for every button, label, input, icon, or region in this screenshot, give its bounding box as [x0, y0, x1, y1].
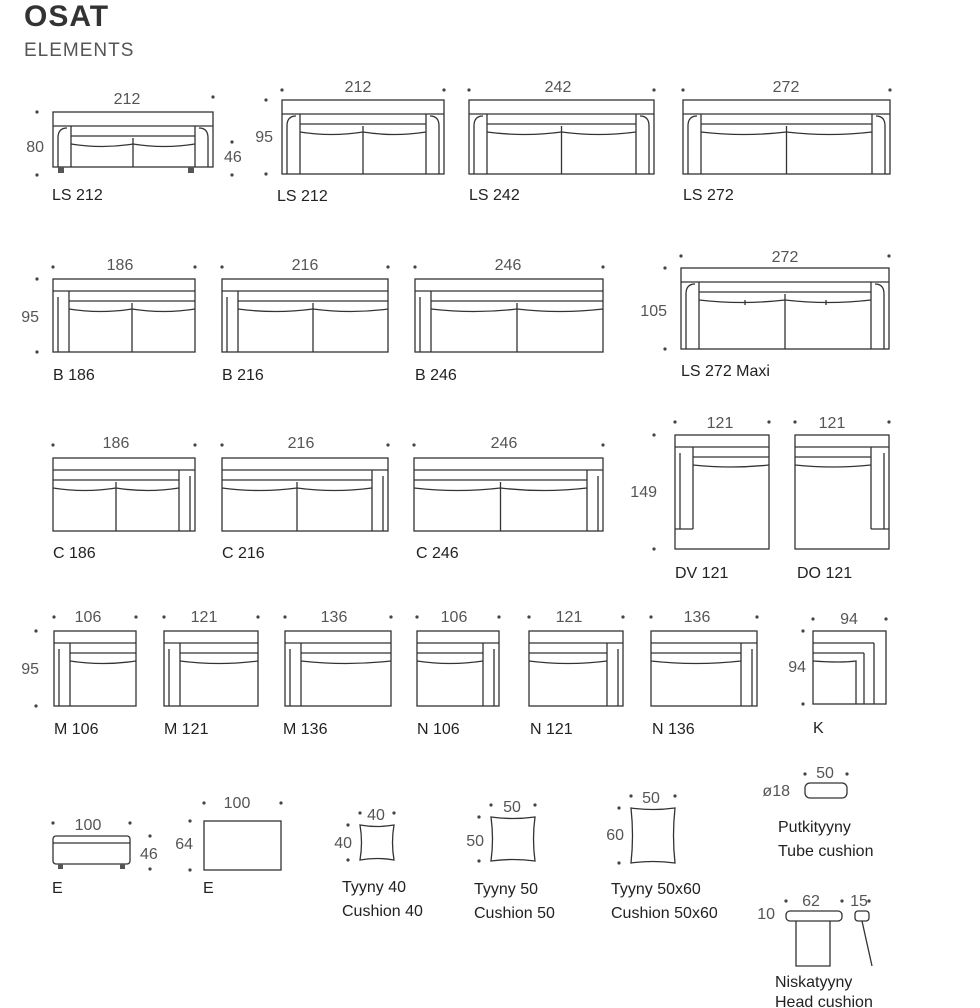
- element-label: DV 121: [675, 565, 729, 582]
- width-dimension: 106: [74, 609, 102, 626]
- element-tyyny40: [334, 807, 423, 920]
- cushion-edge: [795, 465, 871, 467]
- cushion-edge: [787, 132, 873, 135]
- module-outline: [53, 279, 195, 352]
- height-dimension: 105: [640, 303, 667, 320]
- arm-curve: [199, 128, 208, 167]
- width-dimension: 62: [802, 893, 820, 910]
- width-dimension: 100: [223, 795, 251, 812]
- width-dimension: 50: [642, 790, 660, 807]
- dimension-marker: [188, 819, 191, 822]
- element-c216: [220, 435, 389, 562]
- width-dimension: 40: [367, 807, 385, 824]
- dimension-marker: [34, 629, 37, 632]
- module-outline: [54, 631, 136, 706]
- dimension-marker: [652, 433, 655, 436]
- arm-curve: [474, 116, 483, 174]
- cushion-edge: [300, 132, 363, 135]
- cushion-edge: [70, 661, 136, 664]
- width-dimension: 121: [706, 415, 734, 432]
- width-dimension: 246: [490, 435, 518, 452]
- cushion-edge: [693, 465, 769, 467]
- cushion-edge: [297, 488, 372, 491]
- element-label: C 186: [53, 545, 96, 562]
- dimension-marker: [202, 801, 205, 804]
- arm-curve: [287, 116, 296, 174]
- height-dimension: 94: [788, 659, 806, 676]
- dimension-marker: [358, 811, 361, 814]
- cushion-edge: [562, 132, 637, 135]
- width-dimension: 212: [344, 79, 372, 96]
- head-cushion-side-line: [862, 921, 872, 966]
- element-label-english: Cushion 50: [474, 905, 555, 922]
- dimension-marker: [467, 88, 470, 91]
- element-label: LS 272: [683, 187, 734, 204]
- element-label: N 136: [652, 721, 695, 738]
- dimension-marker: [34, 704, 37, 707]
- cushion-edge: [53, 488, 116, 491]
- cushion-shape: [491, 817, 535, 861]
- width-dimension: 272: [772, 79, 800, 96]
- module-outline: [222, 279, 388, 352]
- height-dimension: 60: [606, 827, 624, 844]
- dimension-marker: [35, 277, 38, 280]
- element-m106: [21, 609, 137, 738]
- cushion-edge: [785, 300, 871, 303]
- dimension-marker: [264, 172, 267, 175]
- depth-dimension: 15: [850, 893, 868, 910]
- width-dimension: 186: [106, 257, 134, 274]
- cushion-edge: [313, 309, 388, 312]
- cushion-shape: [631, 808, 675, 863]
- chaise-outline: [675, 435, 769, 549]
- dimension-marker: [887, 420, 890, 423]
- page-subtitle: ELEMENTS: [24, 40, 135, 61]
- width-dimension: 136: [320, 609, 348, 626]
- element-label: M 136: [283, 721, 328, 738]
- dimension-marker: [629, 794, 632, 797]
- element-label: C 246: [416, 545, 459, 562]
- width-dimension: 100: [74, 817, 102, 834]
- cushion-edge: [813, 661, 856, 704]
- head-cushion-support: [796, 921, 830, 966]
- dimension-marker: [801, 702, 804, 705]
- width-dimension: 121: [190, 609, 218, 626]
- dimension-marker: [413, 265, 416, 268]
- dimension-marker: [220, 443, 223, 446]
- width-dimension: 106: [440, 609, 468, 626]
- ottoman-body: [53, 836, 130, 864]
- height-dimension: 95: [255, 129, 273, 146]
- height-dimension: 80: [26, 139, 44, 156]
- dimension-marker: [477, 859, 480, 862]
- cushion-edge: [501, 488, 588, 491]
- dimension-marker: [811, 617, 814, 620]
- module-outline: [417, 631, 499, 706]
- cushion-edge: [414, 488, 501, 491]
- dimension-marker: [280, 88, 283, 91]
- element-label: E: [52, 880, 63, 897]
- element-k: [788, 611, 887, 737]
- module-outline: [164, 631, 258, 706]
- chaise-outline: [795, 435, 889, 549]
- height-dimension: 95: [21, 309, 39, 326]
- element-do121: [793, 415, 890, 582]
- dimension-marker: [784, 899, 787, 902]
- width-dimension: 186: [102, 435, 130, 452]
- element-ls212a: [26, 91, 242, 204]
- dimension-marker: [148, 834, 151, 837]
- dimension-marker: [681, 88, 684, 91]
- dimension-marker: [256, 615, 259, 618]
- element-label: Niskatyyny: [775, 974, 853, 991]
- cushion-edge: [69, 309, 132, 312]
- width-dimension: 216: [291, 257, 319, 274]
- element-label: Putkityyny: [778, 819, 851, 836]
- element-head: [757, 893, 873, 1008]
- element-label: E: [203, 880, 214, 897]
- module-outline: [53, 458, 195, 531]
- module-outline: [415, 279, 603, 352]
- dimension-marker: [767, 420, 770, 423]
- arm-curve: [430, 116, 439, 174]
- element-n121: [527, 609, 624, 738]
- cushion-edge: [301, 661, 391, 664]
- element-label: M 121: [164, 721, 209, 738]
- width-dimension: 216: [287, 435, 315, 452]
- dimension-marker: [211, 95, 214, 98]
- element-label-english: Tube cushion: [778, 843, 874, 860]
- element-b186: [21, 257, 196, 384]
- height-dimension: 40: [334, 835, 352, 852]
- element-e_top: [175, 795, 282, 897]
- dimension-marker: [489, 803, 492, 806]
- width-dimension: 246: [494, 257, 522, 274]
- height-dimension: 64: [175, 836, 193, 853]
- dimension-marker: [803, 772, 806, 775]
- height-dimension: 46: [140, 846, 158, 863]
- cushion-edge: [529, 661, 607, 664]
- element-ls212b: [255, 79, 445, 205]
- diameter-dimension: ø18: [762, 783, 790, 800]
- dimension-marker: [279, 801, 282, 804]
- cushion-edge: [699, 300, 785, 303]
- dimension-marker: [649, 615, 652, 618]
- element-b216: [220, 257, 389, 384]
- dimension-marker: [134, 615, 137, 618]
- arm-curve: [58, 128, 67, 167]
- dimension-marker: [621, 615, 624, 618]
- element-label: M 106: [54, 721, 99, 738]
- dimension-marker: [52, 615, 55, 618]
- element-label: B 246: [415, 367, 457, 384]
- dimension-marker: [867, 899, 870, 902]
- cushion-edge: [487, 132, 562, 135]
- width-dimension: 272: [771, 249, 799, 266]
- sofa-leg: [188, 167, 194, 173]
- dimension-marker: [497, 615, 500, 618]
- width-dimension: 212: [113, 91, 141, 108]
- element-label: C 216: [222, 545, 265, 562]
- width-dimension: 50: [503, 799, 521, 816]
- dimension-marker: [527, 615, 530, 618]
- cushion-edge: [238, 309, 313, 312]
- arm-curve: [688, 116, 697, 174]
- dimension-marker: [193, 265, 196, 268]
- dimension-marker: [230, 140, 233, 143]
- cushion-edge: [71, 144, 133, 147]
- element-label: LS 242: [469, 187, 520, 204]
- seat-height-dimension: 46: [224, 149, 242, 166]
- element-ls272: [681, 79, 891, 204]
- dimension-marker: [617, 806, 620, 809]
- module-outline: [529, 631, 623, 706]
- width-dimension: 121: [818, 415, 846, 432]
- cushion-edge: [133, 144, 195, 147]
- cushion-edge: [363, 132, 426, 135]
- height-dimension: 149: [630, 484, 657, 501]
- module-outline: [414, 458, 603, 531]
- height-dimension: 10: [757, 906, 775, 923]
- element-c246: [412, 435, 604, 562]
- height-dimension: 95: [21, 661, 39, 678]
- dimension-marker: [230, 173, 233, 176]
- dimension-marker: [162, 615, 165, 618]
- dimension-marker: [840, 899, 843, 902]
- cushion-edge: [651, 661, 741, 664]
- dimension-marker: [884, 617, 887, 620]
- element-label: B 186: [53, 367, 95, 384]
- element-label-english: Cushion 40: [342, 903, 423, 920]
- width-dimension: 94: [840, 611, 858, 628]
- tube-cushion-shape: [805, 783, 847, 798]
- dimension-marker: [477, 815, 480, 818]
- head-cushion-side: [855, 911, 869, 921]
- dimension-marker: [663, 347, 666, 350]
- arm-curve: [640, 116, 649, 174]
- cushion-edge: [132, 309, 195, 312]
- dimension-marker: [51, 821, 54, 824]
- element-e_ottoman: [51, 817, 157, 897]
- element-b246: [413, 257, 604, 384]
- dimension-marker: [679, 254, 682, 257]
- width-dimension: 50: [816, 765, 834, 782]
- element-m121: [162, 609, 259, 738]
- arm-curve: [875, 284, 884, 349]
- element-label: LS 272 Maxi: [681, 363, 770, 380]
- cushion-edge: [180, 661, 258, 664]
- cushion-edge: [431, 309, 517, 312]
- dimension-marker: [35, 350, 38, 353]
- width-dimension: 121: [555, 609, 583, 626]
- cushion-edge: [116, 488, 179, 491]
- dimension-marker: [673, 794, 676, 797]
- dimension-marker: [386, 265, 389, 268]
- dimension-marker: [51, 265, 54, 268]
- dimension-marker: [415, 615, 418, 618]
- arm-curve: [686, 284, 695, 349]
- element-label: LS 212: [277, 188, 328, 205]
- dimension-marker: [533, 803, 536, 806]
- element-n136: [649, 609, 758, 738]
- dimension-marker: [601, 265, 604, 268]
- dimension-marker: [601, 443, 604, 446]
- ottoman-leg: [120, 864, 125, 869]
- dimension-marker: [148, 867, 151, 870]
- cushion-edge: [701, 132, 787, 135]
- dimension-marker: [887, 254, 890, 257]
- element-label-english: Cushion 50x60: [611, 905, 718, 922]
- ottoman-leg: [58, 864, 63, 869]
- dimension-marker: [663, 266, 666, 269]
- element-tyyny50: [466, 799, 555, 922]
- dimension-marker: [888, 88, 891, 91]
- width-dimension: 242: [544, 79, 572, 96]
- cushion-edge: [222, 488, 297, 491]
- cushion-edge: [517, 309, 603, 312]
- element-tube: [762, 765, 873, 860]
- element-label: N 121: [530, 721, 573, 738]
- dimension-marker: [188, 868, 191, 871]
- element-ls242: [467, 79, 655, 204]
- element-n106: [415, 609, 500, 738]
- element-m136: [283, 609, 393, 738]
- dimension-marker: [389, 615, 392, 618]
- dimension-marker: [652, 547, 655, 550]
- element-label: B 216: [222, 367, 264, 384]
- dimension-marker: [801, 629, 804, 632]
- arm-curve: [876, 116, 885, 174]
- dimension-marker: [35, 173, 38, 176]
- element-c186: [51, 435, 196, 562]
- dimension-marker: [35, 110, 38, 113]
- element-label: DO 121: [797, 565, 853, 582]
- dimension-marker: [220, 265, 223, 268]
- module-outline: [222, 458, 388, 531]
- dimension-marker: [392, 811, 395, 814]
- dimension-marker: [51, 443, 54, 446]
- element-ls272maxi: [640, 249, 890, 380]
- element-tyyny5060: [606, 790, 718, 922]
- element-label: Tyyny 50: [474, 881, 539, 898]
- element-dv121: [630, 415, 770, 582]
- dimension-marker: [346, 858, 349, 861]
- dimension-marker: [346, 823, 349, 826]
- dimension-marker: [793, 420, 796, 423]
- dimension-marker: [412, 443, 415, 446]
- dimension-marker: [652, 88, 655, 91]
- element-label: LS 212: [52, 187, 103, 204]
- height-dimension: 50: [466, 833, 484, 850]
- sofa-leg: [58, 167, 64, 173]
- cushion-edge: [417, 661, 483, 664]
- element-label: K: [813, 720, 824, 737]
- element-label-english: Head cushion: [775, 994, 873, 1008]
- element-label: Tyyny 50x60: [611, 881, 701, 898]
- element-label: Tyyny 40: [342, 879, 407, 896]
- dimension-marker: [442, 88, 445, 91]
- dimension-marker: [617, 861, 620, 864]
- dimension-marker: [755, 615, 758, 618]
- cushion-shape: [360, 825, 394, 860]
- head-cushion-top: [786, 911, 842, 921]
- ottoman-top-view: [204, 821, 281, 870]
- corner-outline: [813, 631, 886, 704]
- dimension-marker: [264, 98, 267, 101]
- dimension-marker: [128, 821, 131, 824]
- dimension-marker: [386, 443, 389, 446]
- dimension-marker: [193, 443, 196, 446]
- dimension-marker: [845, 772, 848, 775]
- dimension-marker: [673, 420, 676, 423]
- element-label: N 106: [417, 721, 460, 738]
- page-title: OSAT: [24, 0, 110, 33]
- width-dimension: 136: [683, 609, 711, 626]
- dimension-marker: [283, 615, 286, 618]
